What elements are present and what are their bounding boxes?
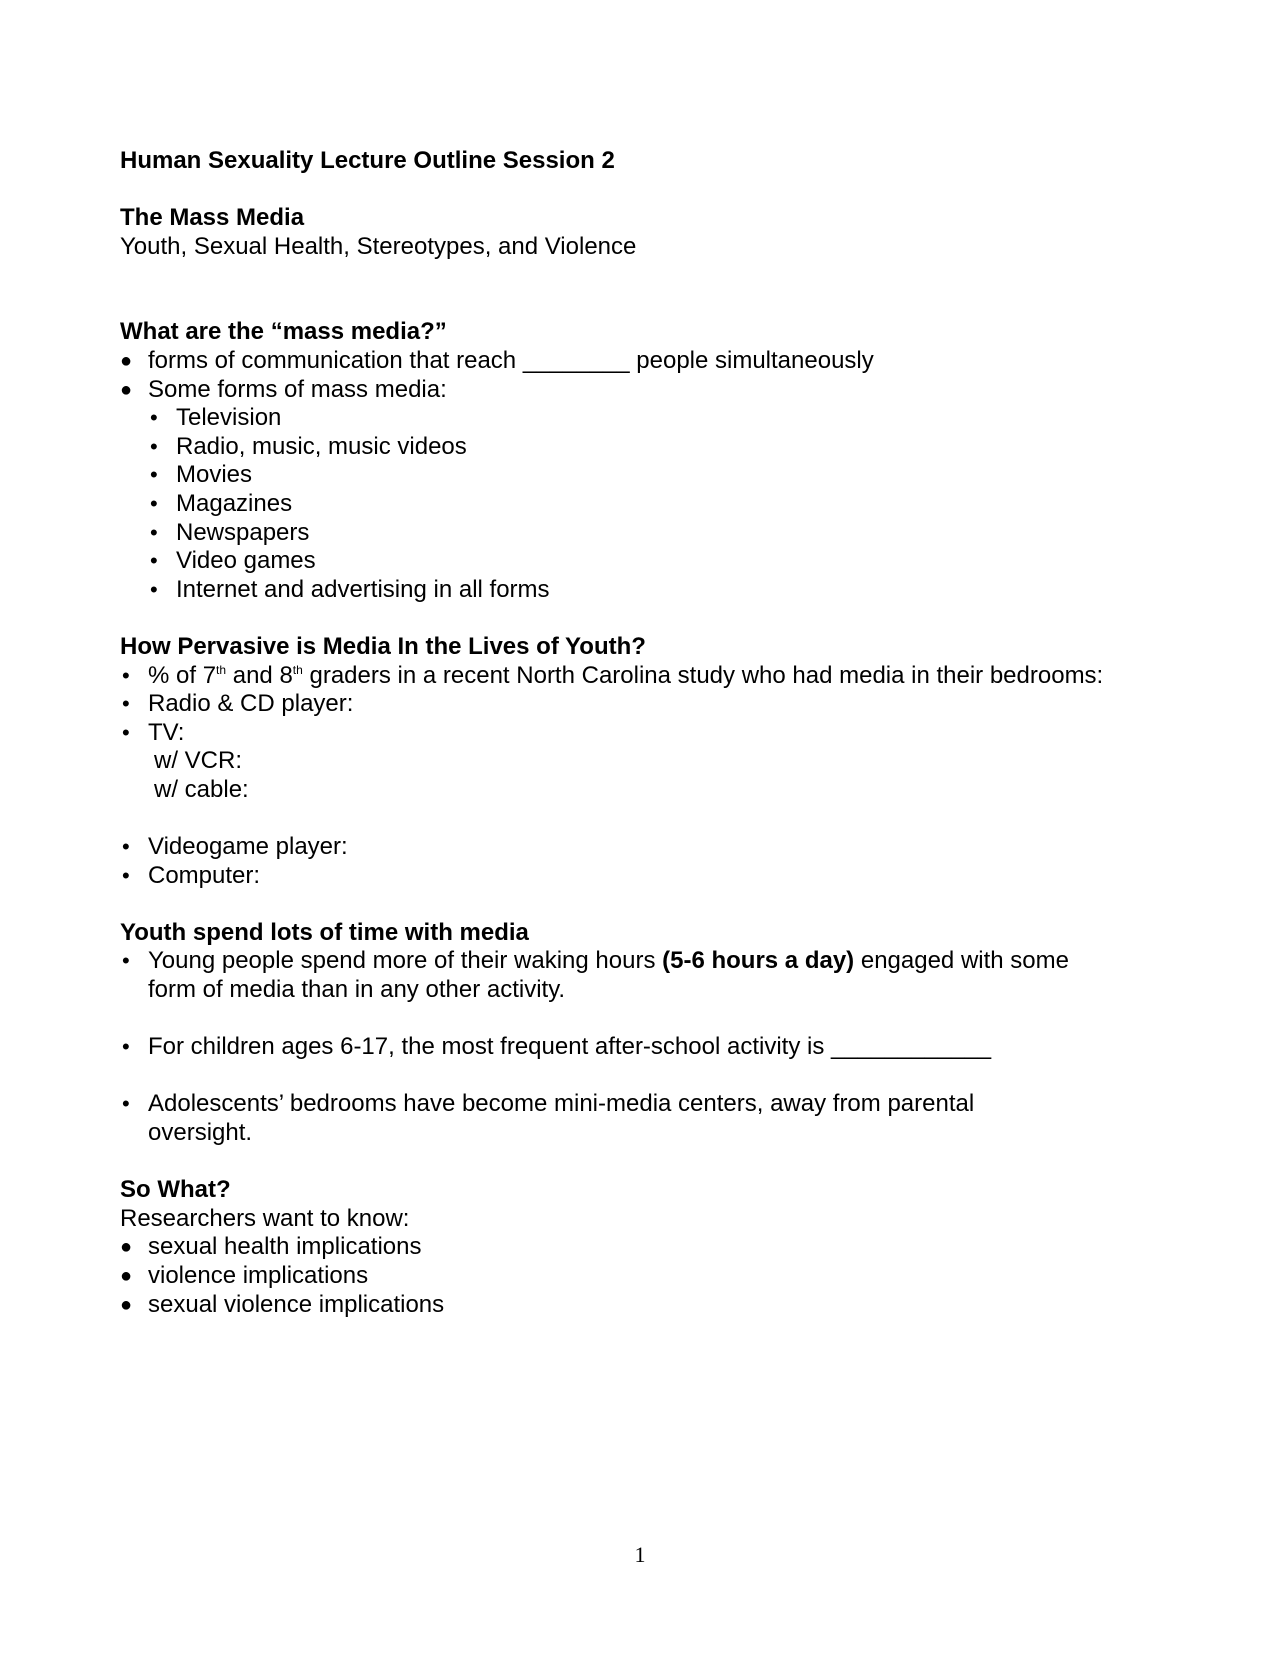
list-item: • Radio, music, music videos xyxy=(148,433,1120,462)
youth-time-list xyxy=(120,947,1120,1004)
youth-time-list-2 xyxy=(120,1033,1120,1062)
implications-list xyxy=(120,1233,1120,1319)
superscript: th xyxy=(292,662,303,677)
list-item: • Television xyxy=(148,404,1120,433)
list-item: • Videogame player: xyxy=(120,833,1120,862)
list-item: • For children ages 6-17, the most frequent after-school activity is ____________ xyxy=(120,1033,1120,1062)
list-item: • Computer: xyxy=(120,862,1120,891)
list-item: • Video games xyxy=(148,547,1120,576)
document-title: Human Sexuality Lecture Outline Session 2 xyxy=(120,147,615,174)
section-heading-youth-time: Youth spend lots of time with media xyxy=(120,918,529,946)
superscript: th xyxy=(216,662,227,677)
list-item-text: graders in a recent North Carolina study who had media in their bedrooms: xyxy=(302,661,1104,689)
mass-media-forms-list xyxy=(120,404,1120,604)
pervasive-list xyxy=(120,662,1120,805)
list-item xyxy=(120,719,1120,805)
mass-media-list xyxy=(120,347,1120,404)
list-item-text: Young people spend more of their waking hours xyxy=(148,947,663,975)
list-item: • Adolescents’ bedrooms have become mini-media centers, away from parental oversight. xyxy=(120,1090,1120,1147)
list-item-text: and 8 xyxy=(226,661,293,689)
list-item: • Movies xyxy=(148,461,1120,490)
list-item: ● sexual violence implications xyxy=(120,1291,1120,1320)
list-item xyxy=(120,947,1120,1004)
list-item-text: forms of communication that reach ________ people simultaneously xyxy=(148,346,874,374)
section-subtitle: Youth, Sexual Health, Stereotypes, and Violence xyxy=(120,232,637,260)
youth-time-list-3 xyxy=(120,1090,1120,1147)
section-heading-mass-media: The Mass Media xyxy=(120,204,305,232)
list-item xyxy=(120,662,1120,691)
tv-cable-line: w/ cable: xyxy=(154,775,249,803)
list-item: • Internet and advertising in all forms xyxy=(148,576,1120,605)
list-item: • Magazines xyxy=(148,490,1120,519)
list-item: • Radio & CD player: xyxy=(120,690,1120,719)
list-item-text: engaged with some form of media than in any other activity. xyxy=(148,947,1069,1004)
list-item: ● sexual health implications xyxy=(120,1233,1120,1262)
list-item-text: Some forms of mass media: xyxy=(148,375,447,403)
section-intro: Researchers want to know: xyxy=(120,1204,410,1232)
list-item: • Newspapers xyxy=(148,519,1120,548)
pervasive-list-continued xyxy=(120,833,1120,890)
section-heading-so-what: So What? xyxy=(120,1176,231,1204)
document-body xyxy=(120,147,1120,1319)
list-item-text: TV: xyxy=(148,718,185,746)
page-number: 1 xyxy=(634,1542,646,1567)
tv-vcr-line: w/ VCR: xyxy=(154,747,243,775)
list-item: ● violence implications xyxy=(120,1262,1120,1291)
section-heading-how-pervasive: How Pervasive is Media In the Lives of Youth? xyxy=(120,632,646,660)
section-heading-what-are-mass-media: What are the “mass media?” xyxy=(120,318,447,346)
list-item xyxy=(120,376,1120,405)
list-item-bold-text: (5-6 hours a day) xyxy=(662,947,855,975)
list-item xyxy=(120,347,1120,376)
list-item-text: % of 7 xyxy=(148,661,217,689)
